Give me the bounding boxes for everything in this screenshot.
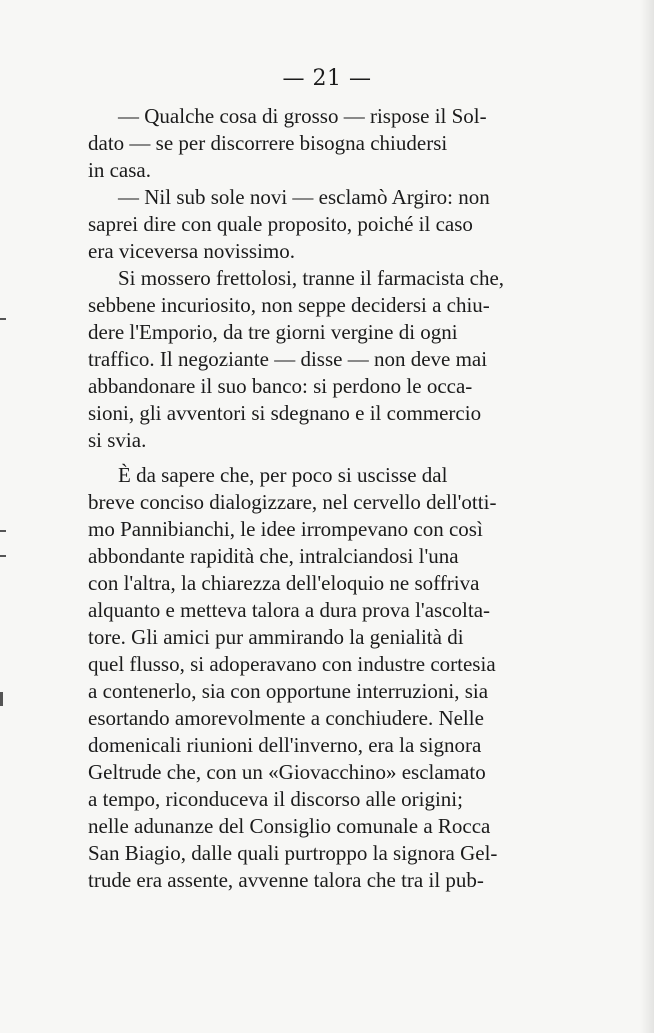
text-line: dere l'Emporio, da tre giorni vergine di ogni: [88, 320, 458, 344]
text-line: saprei dire con quale proposito, poiché il caso: [88, 212, 473, 236]
margin-mark: [0, 318, 6, 320]
page-number: — 21 —: [282, 66, 372, 91]
text-line: nelle adunanze del Consiglio comunale a Rocca: [88, 814, 491, 838]
text-block-top: [88, 103, 558, 454]
text-line: dato — se per discorrere bisogna chiudersi: [88, 131, 448, 155]
text-line: — Nil sub sole novi — esclamò Argiro: non: [118, 185, 490, 209]
margin-mark: [0, 692, 3, 706]
text-line: È da sapere che, per poco si uscisse dal: [118, 463, 448, 487]
margin-mark: [0, 530, 6, 532]
text-line: San Biagio, dalle quali purtroppo la signora Gel-: [88, 841, 498, 865]
text-line: abbandonare il suo banco: si perdono le occa-: [88, 374, 473, 398]
text-line: traffico. Il negoziante — disse — non deve mai: [88, 347, 488, 371]
margin-mark: [0, 555, 6, 557]
text-line: abbondante rapidità che, intralciandosi l'una: [88, 544, 459, 568]
text-line: si svia.: [88, 428, 147, 452]
text-line: era viceversa novissimo.: [88, 239, 296, 263]
text-line: esortando amorevolmente a conchiudere. Nelle: [88, 706, 484, 730]
text-line: Geltrude che, con un «Giovacchino» esclamato: [88, 760, 486, 784]
text-line: in casa.: [88, 158, 151, 182]
text-line: mo Pannibianchi, le idee irrompevano con così: [88, 517, 483, 541]
text-line: trude era assente, avvenne talora che tra il pub-: [88, 868, 484, 892]
text-line: tore. Gli amici pur ammirando la genialità di: [88, 625, 464, 649]
text-line: alquanto e metteva talora a dura prova l'ascolta-: [88, 598, 491, 622]
text-line: domenicali riunioni dell'inverno, era la signora: [88, 733, 482, 757]
text-line: — Qualche cosa di grosso — rispose il Sol-: [118, 104, 487, 128]
text-block-bottom: [88, 462, 558, 894]
page-edge-shadow: [640, 0, 654, 1033]
text-line: sebbene incuriosito, non seppe decidersi a chiu-: [88, 293, 490, 317]
text-line: breve conciso dialogizzare, nel cervello dell'otti-: [88, 490, 497, 514]
text-line: con l'altra, la chiarezza dell'eloquio ne soffriva: [88, 571, 480, 595]
text-line: a tempo, riconduceva il discorso alle origini;: [88, 787, 463, 811]
text-line: a contenerlo, sia con opportune interruzioni, sia: [88, 679, 489, 703]
text-line: quel flusso, si adoperavano con industre cortesia: [88, 652, 496, 676]
text-line: Si mossero frettolosi, tranne il farmacista che,: [118, 266, 505, 290]
text-line: sioni, gli avventori si sdegnano e il commercio: [88, 401, 482, 425]
